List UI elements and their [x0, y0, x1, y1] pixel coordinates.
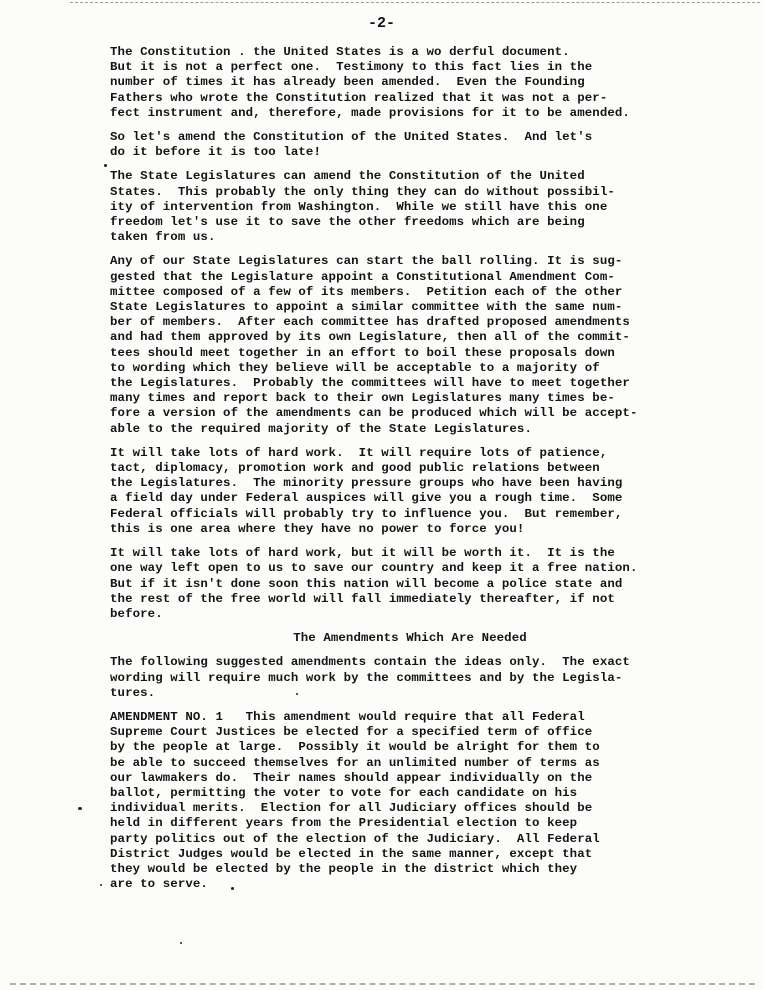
scan-speck — [296, 693, 298, 695]
scan-speck — [231, 887, 234, 890]
scan-speck — [104, 164, 107, 167]
bottom-dashed-rule — [10, 983, 755, 985]
page-number: -2- — [367, 15, 395, 32]
section-heading: The Amendments Which Are Needed — [293, 631, 527, 646]
paragraph-worth-it: It will take lots of hard work, but it will be worth it. It is the one way left open to us to save our country and keep it a free nation. But if it isn't done soon this nation will become a police state and the rest of the free world will fall immediately thereafter, if not before. — [110, 546, 638, 621]
scan-speck — [100, 884, 102, 886]
scan-speck — [180, 942, 182, 944]
document-body — [110, 45, 740, 901]
paragraph-amendment-1: AMENDMENT NO. 1 This amendment would require that all Federal Supreme Court Justices be elected for a specified term of office by the people at large. Possibly it would be alright for them to be able to succeed themselves for an unlimited number of terms as our lawmakers do. Their names should appear individually on the ballot, permitting the voter to vote for each candidate on his individual merits. Election for all Judiciary offices should be held in different years from the Presidential election to keep party politics out of the election of the Judiciary. All Federal District Judges would be elected in the same manner, except that they would be elected by the people in the district which they are to serve. — [110, 709, 600, 892]
paragraph-hard-work: It will take lots of hard work. It will require lots of patience, tact, diplomacy, promotion work and good public relations between the Legislatures. The minority pressure groups who have been having a field day under Federal auspices will give you a rough time. Some Federal officials will probably try to influence you. But remember, this is one area where they have no power to force you! — [110, 445, 623, 536]
paragraph-state-legislatures: The State Legislatures can amend the Constitution of the United States. This probably the only thing they can do without possibil- ity of intervention from Washington. While we still have this one freedom let's use it to save the other freedoms which are being taken from us. — [110, 169, 615, 245]
paragraph-ball-rolling: Any of our State Legislatures can start the ball rolling. It is sug- gested that the Legislature appoint a Constitutional Amendment Com- mittee composed of a few of its members. Petition each of the other State Legislatures to appoint a similar committee with the same num- ber of members. After each committee has drafted proposed amendments and had them approved by its own Legislature, then all of the commit- tees should meet together in an effort to boil these proposals down to wording which they believe will be acceptable to a majority of the Legislatures. Probably the committees will have to meet together many times and report back to their own Legislatures many times be- fore a version of the amendments can be produced which will be accept- able to the required majority of the State Legislatures. — [110, 254, 638, 436]
paragraph-lets-amend: So let's amend the Constitution of the United States. And let's do it before it is too late! — [110, 130, 593, 160]
top-dashed-rule — [70, 2, 760, 3]
paragraph-amendments-intro: The following suggested amendments contain the ideas only. The exact wording will require much work by the committees and by the Legisla- tures. — [110, 655, 630, 700]
paragraph-constitution-intro: The Constitution . the United States is a wo derful document. But it is not a perfect one. Testimony to this fact lies in the number of times it has already been amended. Even the Founding Fathers who wrote the Constitution realized that it was not a per- fect instrument and, therefore, made provisions for it to be amended. — [110, 45, 630, 120]
scan-speck — [78, 807, 82, 810]
